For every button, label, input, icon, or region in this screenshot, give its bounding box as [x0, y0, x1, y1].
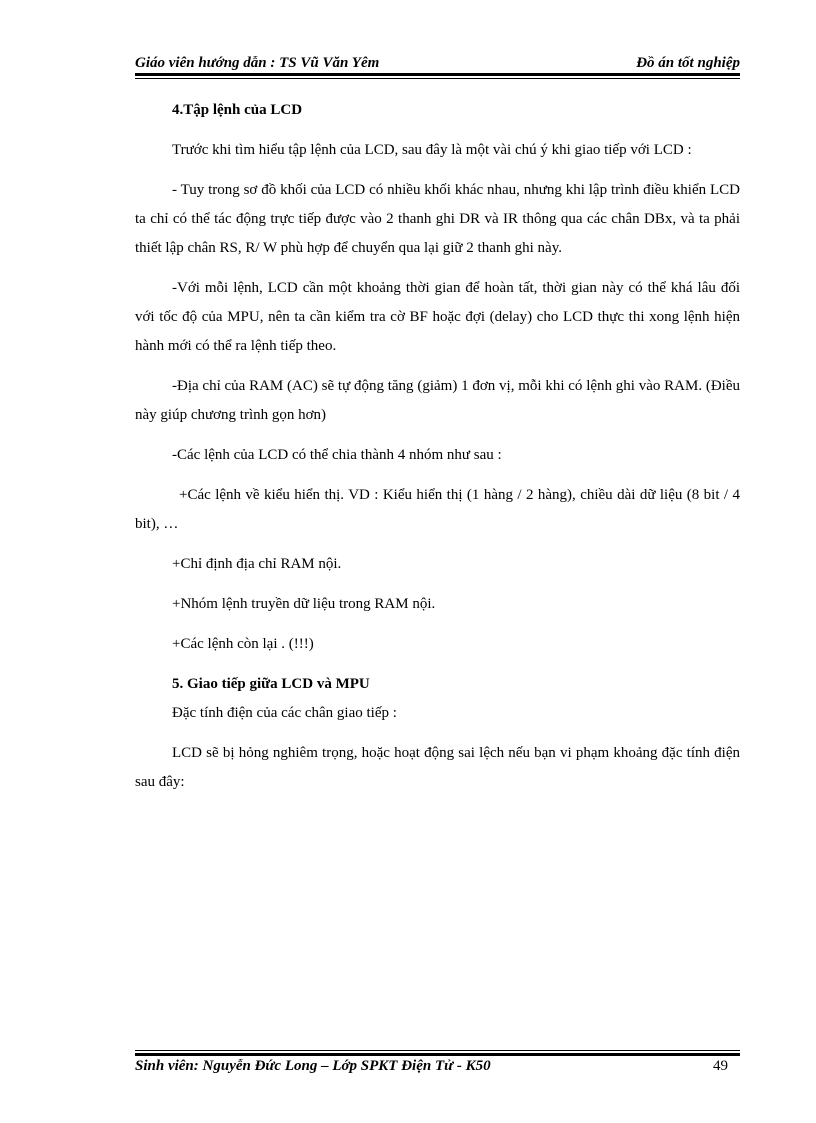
paragraph-command-groups: -Các lệnh của LCD có thể chia thành 4 nhóm như sau :	[172, 447, 502, 463]
list-item-display-mode: +Các lệnh về kiểu hiển thị. VD : Kiểu hiển thị (1 hàng / 2 hàng), chiều dài dữ liệu (8 bit / 4 bit), …	[135, 487, 740, 532]
paragraph-electrical-characteristics: Đặc tính điện của các chân giao tiếp :	[172, 705, 397, 721]
header-document-type: Đồ án tốt nghiệp	[636, 55, 740, 71]
list-item-data-transfer: +Nhóm lệnh truyền dữ liệu trong RAM nội.	[172, 596, 436, 612]
page-number: 49	[713, 1058, 728, 1074]
page-body	[135, 96, 740, 808]
paragraph-timing: -Với mỗi lệnh, LCD cần một khoảng thời gian để hoàn tất, thời gian này có thể khá lâu đối với tốc độ của MPU, nên ta cần kiểm tra cờ BF hoặc đợi (delay) cho LCD thực thi xong lệnh hiện hành mới có thể ra lệnh tiếp theo.	[135, 280, 740, 354]
paragraph-address-counter: -Địa chỉ của RAM (AC) sẽ tự động tăng (giảm) 1 đơn vị, mỗi khi có lệnh ghi vào RAM. (Điều này giúp chương trình gọn hơn)	[135, 378, 740, 423]
page-footer	[135, 1058, 740, 1082]
paragraph-registers: - Tuy trong sơ đồ khối của LCD có nhiều khối khác nhau, nhưng khi lập trình điều khiển LCD ta chỉ có thể tác động trực tiếp được vào 2 thanh ghi DR và IR thông qua các chân DBx, và ta phải thiết lập chân RS, R/ W phù hợp để chuyển qua lại giữ 2 thanh ghi này.	[135, 182, 740, 256]
header-supervisor: Giáo viên hướng dẫn : TS Vũ Văn Yêm	[135, 55, 380, 71]
paragraph-warning: LCD sẽ bị hỏng nghiêm trọng, hoặc hoạt động sai lệch nếu bạn vi phạm khoảng đặc tính điện sau đây:	[135, 745, 740, 790]
footer-divider-thin	[135, 1050, 740, 1051]
footer-student-info: Sinh viên: Nguyễn Đức Long – Lớp SPKT Điện Tử - K50	[135, 1058, 491, 1074]
list-item-ram-address: +Chỉ định địa chỉ RAM nội.	[172, 556, 342, 572]
paragraph-intro: Trước khi tìm hiểu tập lệnh của LCD, sau đây là một vài chú ý khi giao tiếp với LCD :	[172, 142, 692, 158]
list-item-other-commands: +Các lệnh còn lại . (!!!)	[172, 636, 314, 652]
page-header	[135, 46, 740, 72]
header-divider-thin	[135, 78, 740, 79]
section-heading-4: 4.Tập lệnh của LCD	[172, 102, 303, 118]
section-heading-5: 5. Giao tiếp giữa LCD và MPU	[172, 676, 370, 692]
header-divider-thick	[135, 73, 740, 76]
footer-divider-thick	[135, 1053, 740, 1056]
